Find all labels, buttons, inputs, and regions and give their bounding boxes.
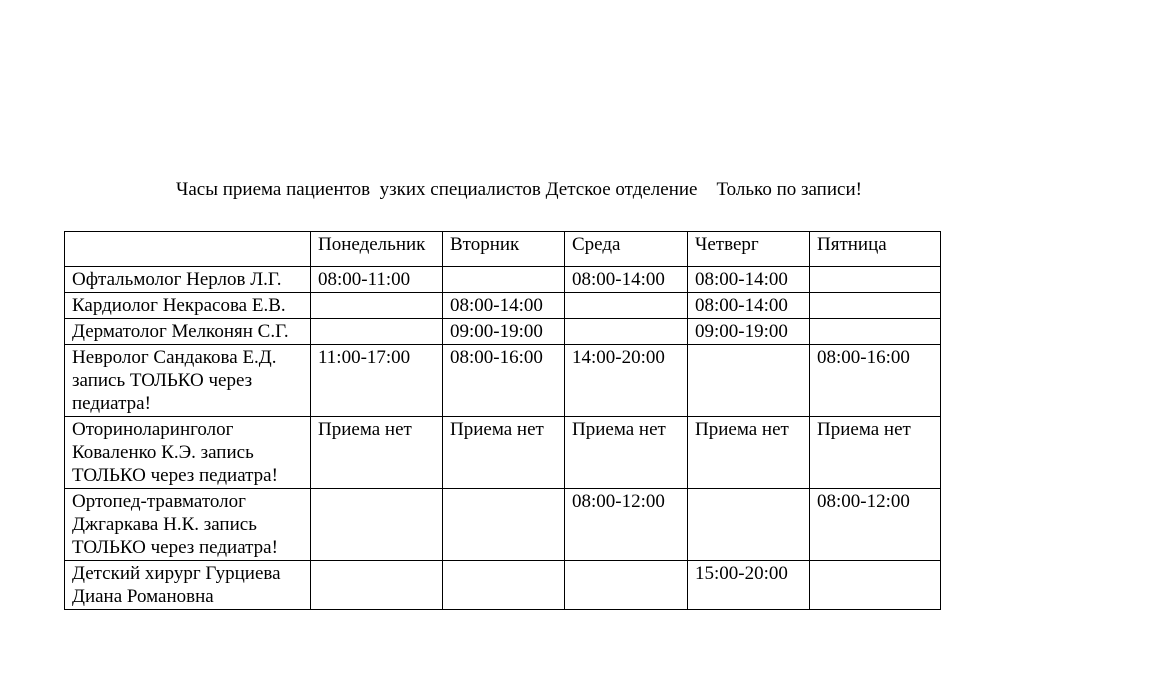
table-row bbox=[65, 417, 941, 489]
hours-cell-friday bbox=[810, 319, 941, 345]
header-thursday: Четверг bbox=[688, 232, 810, 267]
table-row bbox=[65, 319, 941, 345]
hours-cell-wednesday bbox=[565, 561, 688, 610]
hours-cell-monday bbox=[311, 319, 443, 345]
hours-cell-monday bbox=[311, 293, 443, 319]
hours-cell-friday bbox=[810, 293, 941, 319]
header-tuesday: Вторник bbox=[443, 232, 565, 267]
hours-cell-monday: 11:00-17:00 bbox=[311, 345, 443, 417]
hours-cell-monday: Приема нет bbox=[311, 417, 443, 489]
hours-cell-tuesday bbox=[443, 267, 565, 293]
specialist-cell: Кардиолог Некрасова Е.В. bbox=[65, 293, 311, 319]
document-title: Часы приема пациентов узких специалистов Детское отделение Только по записи! bbox=[176, 179, 862, 200]
schedule-table bbox=[64, 231, 941, 610]
header-specialist bbox=[65, 232, 311, 267]
hours-cell-thursday: 08:00-14:00 bbox=[688, 267, 810, 293]
hours-cell-thursday: 09:00-19:00 bbox=[688, 319, 810, 345]
hours-cell-wednesday: 08:00-12:00 bbox=[565, 489, 688, 561]
header-monday: Понедельник bbox=[311, 232, 443, 267]
hours-cell-thursday bbox=[688, 345, 810, 417]
hours-cell-friday bbox=[810, 561, 941, 610]
table-header-row bbox=[65, 232, 941, 267]
table-row bbox=[65, 267, 941, 293]
specialist-cell: Офтальмолог Нерлов Л.Г. bbox=[65, 267, 311, 293]
specialist-cell: Невролог Сандакова Е.Д. запись ТОЛЬКО через педиатра! bbox=[65, 345, 311, 417]
hours-cell-thursday: 08:00-14:00 bbox=[688, 293, 810, 319]
hours-cell-wednesday: 14:00-20:00 bbox=[565, 345, 688, 417]
hours-cell-wednesday: 08:00-14:00 bbox=[565, 267, 688, 293]
hours-cell-monday bbox=[311, 489, 443, 561]
hours-cell-thursday: Приема нет bbox=[688, 417, 810, 489]
hours-cell-tuesday: Приема нет bbox=[443, 417, 565, 489]
table-row bbox=[65, 293, 941, 319]
header-friday: Пятница bbox=[810, 232, 941, 267]
hours-cell-thursday: 15:00-20:00 bbox=[688, 561, 810, 610]
specialist-cell: Оториноларинголог Коваленко К.Э. запись ТОЛЬКО через педиатра! bbox=[65, 417, 311, 489]
hours-cell-wednesday bbox=[565, 319, 688, 345]
hours-cell-friday: Приема нет bbox=[810, 417, 941, 489]
hours-cell-friday: 08:00-12:00 bbox=[810, 489, 941, 561]
hours-cell-tuesday: 08:00-16:00 bbox=[443, 345, 565, 417]
hours-cell-friday bbox=[810, 267, 941, 293]
hours-cell-wednesday: Приема нет bbox=[565, 417, 688, 489]
hours-cell-tuesday bbox=[443, 489, 565, 561]
specialist-cell: Дерматолог Мелконян С.Г. bbox=[65, 319, 311, 345]
specialist-cell: Ортопед-травматолог Джгаркава Н.К. запись ТОЛЬКО через педиатра! bbox=[65, 489, 311, 561]
hours-cell-monday: 08:00-11:00 bbox=[311, 267, 443, 293]
hours-cell-tuesday bbox=[443, 561, 565, 610]
table-row bbox=[65, 345, 941, 417]
hours-cell-friday: 08:00-16:00 bbox=[810, 345, 941, 417]
hours-cell-thursday bbox=[688, 489, 810, 561]
table-row bbox=[65, 489, 941, 561]
hours-cell-monday bbox=[311, 561, 443, 610]
table-row bbox=[65, 561, 941, 610]
hours-cell-wednesday bbox=[565, 293, 688, 319]
hours-cell-tuesday: 08:00-14:00 bbox=[443, 293, 565, 319]
specialist-cell: Детский хирург Гурциева Диана Романовна bbox=[65, 561, 311, 610]
header-wednesday: Среда bbox=[565, 232, 688, 267]
hours-cell-tuesday: 09:00-19:00 bbox=[443, 319, 565, 345]
